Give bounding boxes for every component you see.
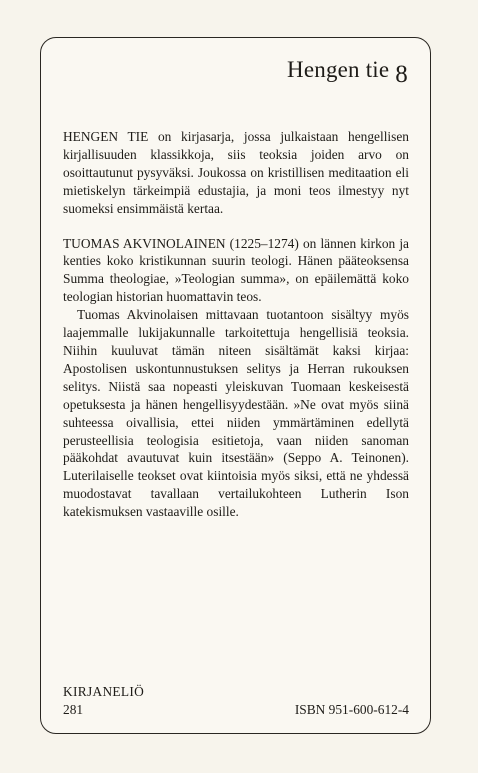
series-number: 8 (395, 61, 408, 88)
back-cover-text (63, 128, 409, 521)
series-title: Hengen tie (287, 57, 390, 82)
colophon (63, 683, 409, 719)
paragraph-book-description: Tuomas Akvinolaisen mittavaan tuotantoon sisältyy myös laajemmalle lukijakunnalle tarkoitettuja hengellisiä teoksia. Niihin kuuluvat tämän niteen sisältämät kaksi kirjaa: Apostolisen uskontunnustuksen selitys ja Herran rukouksen selitys. Niistä saa nopeasti yleiskuvan Tuomaan keskeisestä opetuksesta ja hänen hengellisyydestään. »Ne ovat myös siinä suhteessa oivallisia, ettei niiden ymmärtäminen edellytä perusteellisia teologisia esitietoja, vaan niiden sanoman pääkohdat avautuvat kuin itsestään» (Seppo A. Teinonen). Luterilaiselle teokset ovat kiintoisia myös siksi, että ne yhdessä muodostavat tavallaan vertailukohteen Lutherin Ison katekismuksen vastaaville osille. (63, 307, 409, 520)
paragraph-author-intro: TUOMAS AKVINOLAINEN (1225–1274) on lännen kirkon ja kenties koko kristikunnan suurin teologi. Hänen pääteoksensa Summa theologiae, »Teologian summa», on epäilemättä koko teologian historian huomattavin teos. (63, 235, 409, 305)
isbn: ISBN 951-600-612-4 (294, 701, 409, 717)
series-catalog-number: 281 (63, 701, 84, 717)
series-heading (287, 56, 408, 88)
paragraph-series-intro: HENGEN TIE on kirjasarja, jossa julkaistaan hengellisen kirjallisuuden klassikkoja, siis teoksia joiden arvo on osoittautunut pysyväksi. Joukossa on kristillisen meditaation eli mietiskelyn tärkeimpiä edustajia, ja moni teos ilmestyy nyt suomeksi ensimmäistä kertaa. (63, 129, 409, 216)
publisher-name: KIRJANELIÖ (63, 684, 145, 699)
